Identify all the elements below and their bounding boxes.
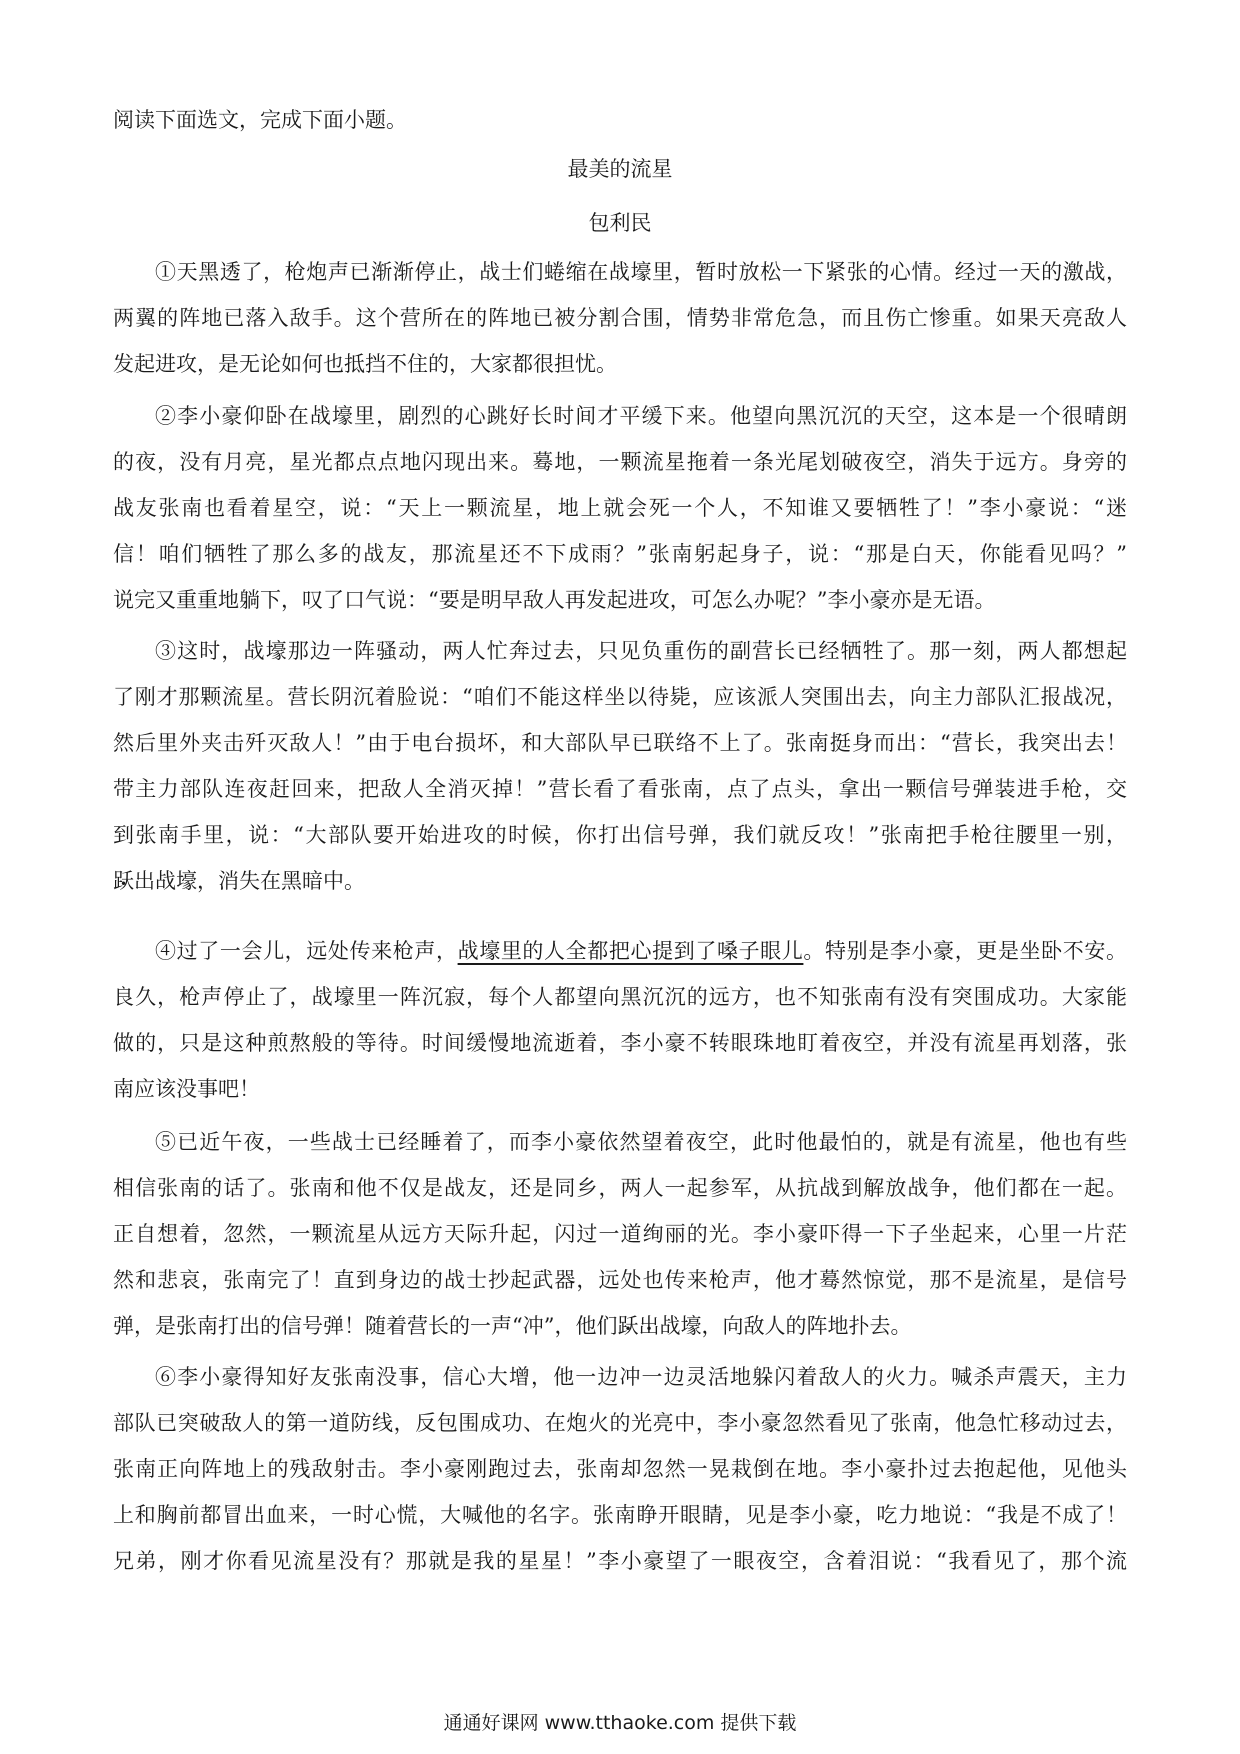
paragraph-line [113, 928, 1127, 974]
paragraph-line: 做的，只是这种煎熬般的等待。时间缓慢地流逝着，李小豪不转眼珠地盯着夜空，并没有流星再划落，张 [113, 1031, 1127, 1055]
paragraph-line: 相信张南的话了。张南和他不仅是战友，还是同乡，两人一起参军，从抗战到解放战争，他们都在一起。 [113, 1176, 1127, 1200]
paragraph-6 [113, 1354, 1127, 1584]
paragraph-line: ①天黑透了，枪炮声已渐渐停止，战士们蜷缩在战壕里，暂时放松一下紧张的心情。经过一天的激战， [155, 260, 1127, 284]
underlined-sentence: 战壕里的人全都把心提到了嗓子眼儿 [457, 939, 804, 963]
paragraph-line: ⑤已近午夜，一些战士已经睡着了，而李小豪依然望着夜空，此时他最怕的，就是有流星，他也有些 [155, 1130, 1127, 1154]
paragraph-line: 然和悲哀，张南完了！直到身边的战士抄起武器，远处也传来枪声，他才蓦然惊觉，那不是流星，是信号 [113, 1268, 1127, 1292]
emphasis-dot-char: 跃 • [617, 1314, 638, 1338]
paragraph-3 [113, 628, 1127, 904]
paragraph-line: 部队已突破敌人的第一道防线，反包围成功、在炮火的光亮中，李小豪忽然看见了张南，他急忙移动过去， [113, 1411, 1127, 1435]
paragraph-line: 发起进攻，是无论如何也抵挡不住的，大家都很担忧。 [113, 352, 617, 376]
line-segment: 战壕，向敌人的阵地扑去。 [659, 1314, 912, 1338]
footer-source: 通通好课网 www.tthaoke.com 提供下载 [443, 1712, 797, 1734]
article-title: 最美的流星 [567, 157, 673, 181]
paragraph-4 [113, 928, 1127, 1112]
paragraph-line: ③这时，战壕那边一阵骚动，两人忙奔过去，只见负重伤的副营长已经牺牲了。那一刻，两人都想起 [155, 639, 1127, 663]
emphasis-dot-char: 跃 • [113, 869, 134, 893]
paragraph-line: 了刚才那颗流星。营长阴沉着脸说：“咱们不能这样坐以待毙，应该派人突围出去，向主力部队汇报战况， [113, 685, 1127, 709]
paragraph-line: 说完又重重地躺下，叹了口气说：“要是明早敌人再发起进攻，可怎么办呢？”李小豪亦是无语。 [113, 588, 996, 612]
paragraph-line: 信！咱们牺牲了那么多的战友，那流星还不下成雨？”张南躬起身子，说：“那是白天，你能看见吗？” [113, 542, 1127, 566]
line-segment: ④过了一会儿，远处传来枪声， [155, 939, 458, 963]
paragraph-1 [113, 249, 1127, 387]
paragraph-2 [113, 393, 1127, 623]
emphasis-dot-char: 出 • [638, 1314, 659, 1338]
paragraph-line: 带主力部队连夜赶回来，把敌人全消灭掉！”营长看了看张南，点了点头，拿出一颗信号弹装进手枪，交 [113, 777, 1127, 801]
paragraph-line: 兄弟，刚才你看见流星没有？那就是我的星星！”李小豪望了一眼夜空，含着泪说：“我看见了，那个流 [113, 1549, 1127, 1573]
article-author: 包利民 [588, 211, 652, 235]
paragraph-line: 南应该没事吧！ [113, 1077, 260, 1101]
paragraph-line: ⑥李小豪得知好友张南没事，信心大增，他一边冲一边灵活地躲闪着敌人的火力。喊杀声震天，主力 [155, 1365, 1127, 1389]
paragraph-line-dotted [113, 858, 1127, 904]
paragraph-line: 的夜，没有月亮，星光都点点地闪现出来。蓦地，一颗流星拖着一条光尾划破夜空，消失于远方。身旁的 [113, 450, 1127, 474]
paragraph-line: 张南正向阵地上的残敌射击。李小豪刚跑过去，张南却忽然一晃栽倒在地。李小豪扑过去抱起他，见他头 [113, 1457, 1127, 1481]
paragraph-line: 两翼的阵地已落入敌手。这个营所在的阵地已被分割合围，情势非常危急，而且伤亡惨重。如果天亮敌人 [113, 306, 1127, 330]
line-segment: 。特别是李小豪，更是坐卧不安。 [803, 939, 1128, 963]
paragraph-line: 然后里外夹击歼灭敌人！”由于电台损坏，和大部队早已联络不上了。张南挺身而出：“营长，我突出去！ [113, 731, 1127, 755]
paragraph-line: 正自想着，忽然，一颗流星从远方天际升起，闪过一道绚丽的光。李小豪吓得一下子坐起来，心里一片茫 [113, 1222, 1127, 1246]
paragraph-line-rest: 出战壕，消失在黑暗中。 [134, 869, 365, 893]
paragraph-line: 良久，枪声停止了，战壕里一阵沉寂，每个人都望向黑沉沉的远方，也不知张南有没有突围成功。大家能 [113, 985, 1127, 1009]
paragraph-line [113, 1303, 1127, 1349]
paragraph-line: 到张南手里，说：“大部队要开始进攻的时候，你打出信号弹，我们就反攻！”张南把手枪往腰里一别， [113, 823, 1127, 847]
question-intro: 阅读下面选文，完成下面小题。 [113, 108, 407, 132]
paragraph-5 [113, 1119, 1127, 1349]
paragraph-line: 战友张南也看着星空，说：“天上一颗流星，地上就会死一个人，不知谁又要牺牲了！”李小豪说：“迷 [113, 496, 1127, 520]
paragraph-line: ②李小豪仰卧在战壕里，剧烈的心跳好长时间才平缓下来。他望向黑沉沉的天空，这本是一个很晴朗 [155, 404, 1127, 428]
line-segment: 弹，是张南打出的信号弹！随着营长的一声“冲”，他们 [113, 1314, 618, 1338]
paragraph-line: 上和胸前都冒出血来，一时心慌，大喊他的名字。张南睁开眼睛，见是李小豪，吃力地说：“我是不成了！ [113, 1503, 1127, 1527]
